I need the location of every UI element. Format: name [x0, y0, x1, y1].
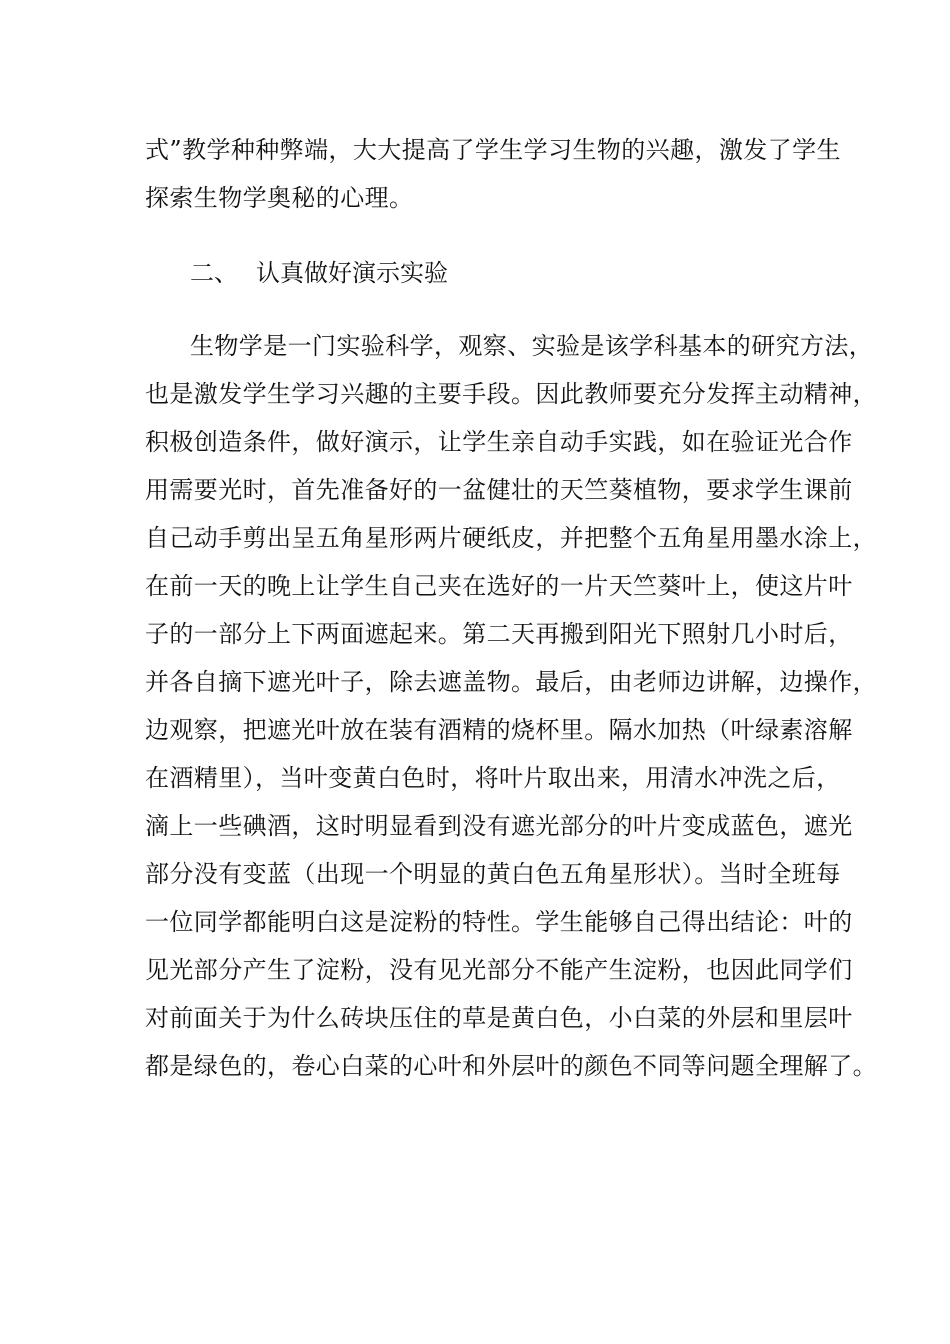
section-title: 认真做好演示实验	[256, 259, 448, 287]
body-line-12: 部分没有变蓝（出现一个明显的黄白色五角星形状）。当时全班每	[145, 860, 841, 888]
intro-line-2: 探索生物学奥秘的心理。	[145, 184, 414, 212]
body-line-2: 也是激发学生学习兴趣的主要手段。因此教师要充分发挥主动精神，	[145, 380, 877, 408]
body-line-3: 积极创造条件，做好演示，让学生亲自动手实践，如在验证光合作	[145, 428, 853, 456]
body-line-14: 见光部分产生了淀粉，没有见光部分不能产生淀粉，也因此同学们	[145, 956, 853, 984]
section-number: 二、	[190, 259, 238, 287]
body-line-13: 一位同学都能明白这是淀粉的特性。学生能够自己得出结论：叶的	[145, 908, 853, 936]
body-line-11: 滴上一些碘酒，这时明显看到没有遮光部分的叶片变成蓝色，遮光	[145, 812, 853, 840]
body-line-4: 用需要光时，首先准备好的一盆健壮的天竺葵植物，要求学生课前	[145, 476, 853, 504]
body-line-10: 在酒精里），当叶变黄白色时，将叶片取出来，用清水冲洗之后，	[145, 764, 841, 792]
body-line-5: 自己动手剪出呈五角星形两片硬纸皮，并把整个五角星用墨水涂上，	[145, 524, 877, 552]
body-line-6: 在前一天的晚上让学生自己夹在选好的一片天竺葵叶上，使这片叶	[145, 572, 853, 600]
body-line-9: 边观察，把遮光叶放在装有酒精的烧杯里。隔水加热（叶绿素溶解	[145, 716, 853, 744]
body-line-16: 都是绿色的，卷心白菜的心叶和外层叶的颜色不同等问题全理解了。	[145, 1052, 877, 1080]
body-line-1: 生物学是一门实验科学，观察、实验是该学科基本的研究方法，	[190, 332, 874, 360]
intro-line-1: 式”教学种种弊端，大大提高了学生学习生物的兴趣，激发了学生	[145, 136, 841, 164]
body-line-7: 子的一部分上下两面遮起来。第二天再搬到阳光下照射几小时后，	[145, 620, 853, 648]
body-line-8: 并各自摘下遮光叶子，除去遮盖物。最后，由老师边讲解，边操作，	[145, 668, 877, 696]
body-line-15: 对前面关于为什么砖块压住的草是黄白色，小白菜的外层和里层叶	[145, 1004, 853, 1032]
